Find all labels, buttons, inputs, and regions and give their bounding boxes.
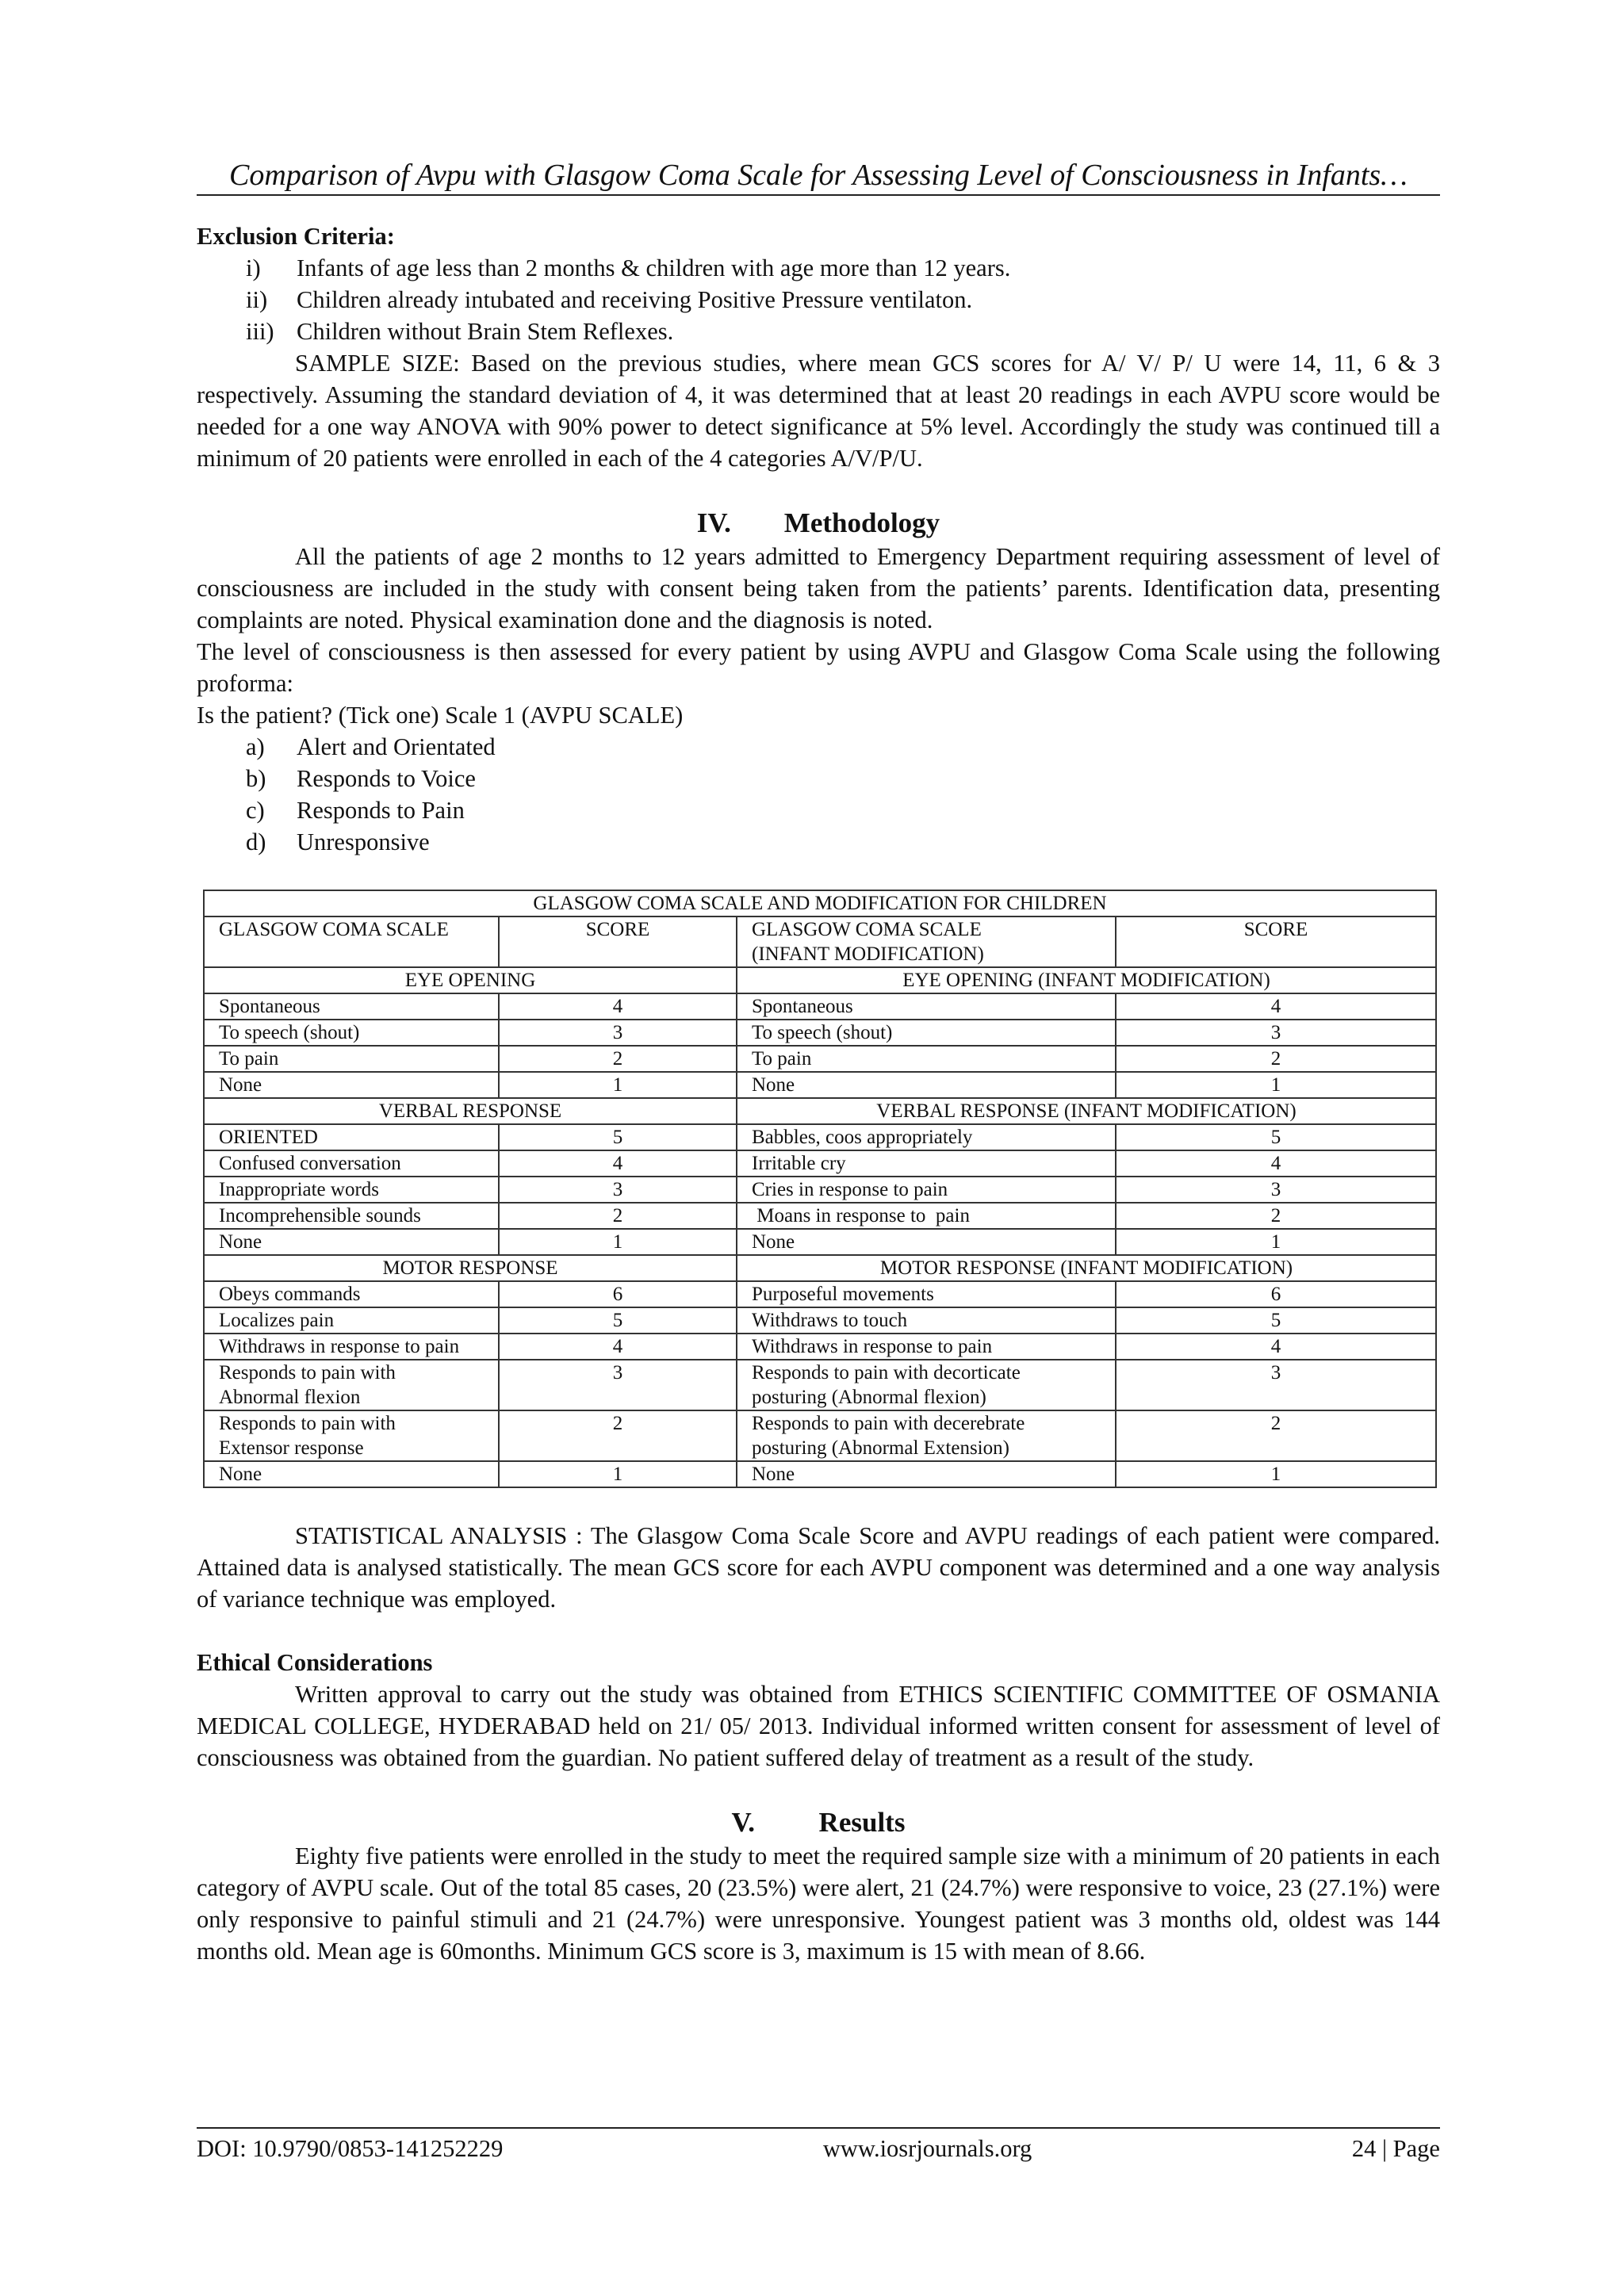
section-row: VERBAL RESPONSE (INFANT MODIFICATION) xyxy=(737,1098,1436,1124)
table-header: SCORE xyxy=(499,916,737,967)
ethical-heading: Ethical Considerations xyxy=(197,1649,433,1676)
table-row xyxy=(204,916,1436,967)
methodology-paragraph-2: The level of consciousness is then assessed for every patient by using AVPU and Glasgow Coma Scale using the following proforma: xyxy=(197,638,1440,697)
table-header: GLASGOW COMA SCALE (INFANT MODIFICATION) xyxy=(737,916,1116,967)
table-row xyxy=(204,890,1436,916)
list-item: b) Responds to Voice xyxy=(246,765,476,792)
exclusion-list xyxy=(197,252,1440,347)
section-heading-results: V. Results xyxy=(731,1807,906,1838)
ethical-paragraph: Written approval to carry out the study was obtained from ETHICS SCIENTIFIC COMMITTEE OF OSMANIA MEDICAL COLLEGE, HYDERABAD held on 21/ 05/ 2013. Individual informed written consent for assessment of level of consciousness was obtained from the guardian. No patient suffered delay of treatment as a result of the study. xyxy=(197,1681,1440,1771)
page-body xyxy=(197,220,1440,1967)
doi-text: DOI: 10.9790/0853-141252229 xyxy=(197,2135,504,2162)
table-header: GLASGOW COMA SCALE xyxy=(204,916,499,967)
table-row: Incomprehensible sounds 2 Moans in response to pain 2 xyxy=(204,1203,1436,1229)
exclusion-heading: Exclusion Criteria: xyxy=(197,223,395,250)
section-row: MOTOR RESPONSE xyxy=(204,1255,737,1281)
table-row xyxy=(204,1255,1436,1281)
table-row: To speech (shout) 3 To speech (shout) 3 xyxy=(204,1020,1436,1046)
table-row: None 1 None 1 xyxy=(204,1461,1436,1487)
section-row: EYE OPENING (INFANT MODIFICATION) xyxy=(737,967,1436,993)
table-row: None 1 None 1 xyxy=(204,1072,1436,1098)
list-item: ii) Children already intubated and receiving Positive Pressure ventilaton. xyxy=(246,286,973,313)
table-row: ORIENTED 5 Babbles, coos appropriately 5 xyxy=(204,1124,1436,1150)
table-row: Responds to pain with Extensor response 2 Responds to pain with decerebrate posturing (Abnormal Extension) 2 xyxy=(204,1410,1436,1461)
sample-size-paragraph: SAMPLE SIZE: Based on the previous studies, where mean GCS scores for A/ V/ P/ U were 14, 11, 6 & 3 respectively. Assuming the standard deviation of 4, it was determined that at least 20 readings in each AVPU score would be needed for a one way ANOVA with 90% power to detect significance at 5% level. Accordingly the study was continued till a minimum of 20 patients were enrolled in each of the 4 categories A/V/P/U. xyxy=(197,350,1440,472)
list-item: i) Infants of age less than 2 months & children with age more than 12 years. xyxy=(246,254,1011,281)
section-row: VERBAL RESPONSE xyxy=(204,1098,737,1124)
gcs-table xyxy=(203,890,1437,1488)
list-item: c) Responds to Pain xyxy=(246,797,465,824)
page-number: 24 | Page xyxy=(1351,2135,1440,2162)
table-row: Obeys commands 6 Purposeful movements 6 xyxy=(204,1281,1436,1307)
table-row: Inappropriate words 3 Cries in response to pain 3 xyxy=(204,1177,1436,1203)
table-row: Withdraws in response to pain 4 Withdraws in response to pain 4 xyxy=(204,1334,1436,1360)
table-row: Localizes pain 5 Withdraws to touch 5 xyxy=(204,1307,1436,1334)
section-row: MOTOR RESPONSE (INFANT MODIFICATION) xyxy=(737,1255,1436,1281)
table-row: To pain 2 To pain 2 xyxy=(204,1046,1436,1072)
header-rule xyxy=(197,194,1440,196)
journal-site: www.iosrjournals.org xyxy=(822,2135,1032,2162)
section-heading-methodology: IV. Methodology xyxy=(696,507,940,538)
table-row: None 1 None 1 xyxy=(204,1229,1436,1255)
table-row: Responds to pain with Abnormal flexion 3 Responds to pain with decorticate posturing (Abnormal flexion) 3 xyxy=(204,1360,1436,1410)
table-row: Confused conversation 4 Irritable cry 4 xyxy=(204,1150,1436,1177)
table-header: SCORE xyxy=(1116,916,1436,967)
results-paragraph: Eighty five patients were enrolled in the study to meet the required sample size with a minimum of 20 patients in each category of AVPU scale. Out of the total 85 cases, 20 (23.5%) were alert, 21 (24.7%) were responsive to voice, 23 (27.1%) were only responsive to painful stimuli and 21 (24.7%) were unresponsive. Youngest patient was 3 months old, oldest was 144 months old. Mean age is 60months. Minimum GCS score is 3, maximum is 15 with mean of 8.66. xyxy=(197,1843,1440,1965)
list-item: iii) Children without Brain Stem Reflexes. xyxy=(246,318,674,345)
table-row: Spontaneous 4 Spontaneous 4 xyxy=(204,993,1436,1020)
section-row: EYE OPENING xyxy=(204,967,737,993)
list-item: a) Alert and Orientated xyxy=(246,733,496,760)
avpu-question: Is the patient? (Tick one) Scale 1 (AVPU SCALE) xyxy=(197,702,684,729)
footer-rule xyxy=(197,2127,1440,2129)
table-title: GLASGOW COMA SCALE AND MODIFICATION FOR CHILDREN xyxy=(204,890,1436,916)
avpu-list xyxy=(197,731,1440,858)
list-item: d) Unresponsive xyxy=(246,828,430,855)
methodology-paragraph: All the patients of age 2 months to 12 years admitted to Emergency Department requiring assessment of level of consciousness are included in the study with consent being taken from the patients’ parents. Identification data, presenting complaints are noted. Physical examination done and the diagnosis is noted. xyxy=(197,543,1440,633)
table-row xyxy=(204,967,1436,993)
running-header: Comparison of Avpu with Glasgow Coma Scale for Assessing Level of Consciousness in Infants… xyxy=(229,159,1408,192)
page-footer xyxy=(197,2133,1440,2164)
statistical-analysis-paragraph: STATISTICAL ANALYSIS : The Glasgow Coma Scale Score and AVPU readings of each patient were compared. Attained data is analysed statistically. The mean GCS score for each AVPU component was determined and a one way analysis of variance technique was employed. xyxy=(197,1522,1440,1613)
table-row xyxy=(204,1098,1436,1124)
